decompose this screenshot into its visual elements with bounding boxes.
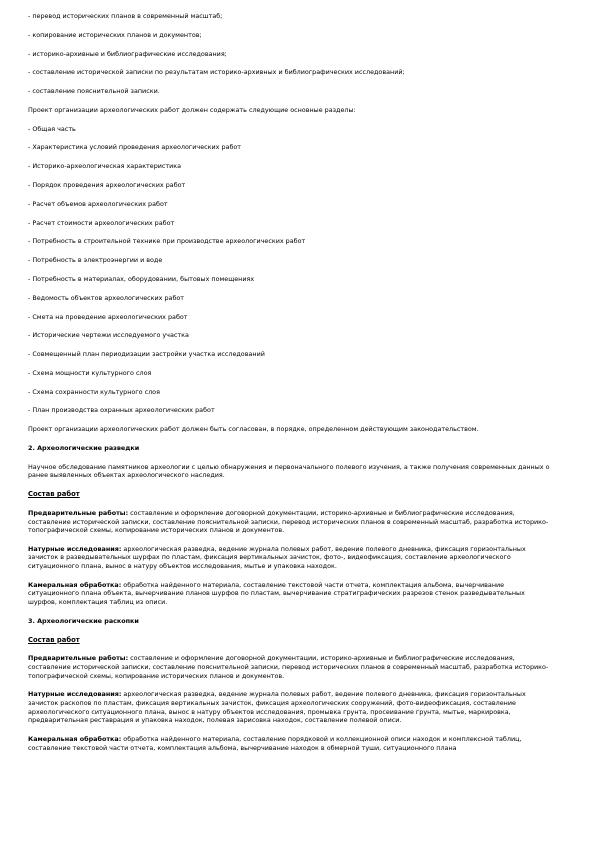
list-item: - Характеристика условий проведения археологических работ: [28, 143, 242, 152]
list-item: - Смета на проведение археологических работ: [28, 312, 188, 321]
label-preliminary: Предварительные работы:: [28, 508, 129, 517]
project-agreement: Проект организации археологических работ должен быть согласован, в порядке, определенном действующим законодательством.: [28, 425, 479, 434]
list-item: - Схема мощности культурного слоя: [28, 368, 152, 377]
text-preliminary: составление и оформление договорной документации, историко-архивные и библиографические исследования, составление исторической записки, составление пояснительной записки, перевод исторических планов в современный масштаб, разработка историко-топографической схемы, копирование исторических планов и документов.: [28, 654, 549, 680]
label-field: Натурные исследования:: [28, 544, 122, 553]
paragraph-preliminary: [28, 509, 555, 535]
list-item: - Историко-археологическая характеристика: [28, 162, 182, 171]
list-item: - Совмещенный план периодизации застройки участка исследований: [28, 350, 265, 359]
list-item: - Ведомость объектов археологических работ: [28, 293, 185, 302]
text-desk: обработка найденного материала, составление порядковой и коллекционной описи находок и комплексной таблиц, составление текстовой части отчета, комплектация альбома, вычерчивание находок в обмерной туши, ситуационного плана: [28, 734, 522, 752]
list-item: - Общая часть: [28, 124, 76, 133]
list-item: - План производства охранных археологических работ: [28, 406, 215, 415]
list-item: - Исторические чертежи исследуемого участка: [28, 331, 189, 340]
paragraph-desk: [28, 581, 555, 607]
list-item: - историко-архивные и библиографические исследования;: [28, 49, 227, 58]
composition-heading: Состав работ: [28, 490, 80, 499]
text-desk: обработка найденного материала, составление текстовой части отчета, комплектация альбома, вычерчивание ситуационного плана объекта, вычерчивание планов шурфов по пластам, вычерчивание стратиграфических разрезов стенок разведывательных шурфов, комплектация таблиц из описи.: [28, 580, 525, 607]
paragraph-preliminary: [28, 654, 555, 680]
label-desk: Камеральная обработка:: [28, 734, 122, 743]
project-sections-list: [28, 125, 555, 415]
label-desk: Камеральная обработка:: [28, 580, 122, 589]
list-item: - перевод исторических планов в современный масштаб;: [28, 12, 223, 20]
paragraph-field: [28, 690, 555, 724]
list-item: - составление пояснительной записки.: [28, 87, 160, 96]
list-item: - копирование исторических планов и документов;: [28, 30, 202, 39]
text-field: археологическая разведка, ведение журнала полевых работ, ведение полевого дневника, фиксация горизонтальных зачисток раскопов по пластам, фиксация вертикальных зачисток, фиксация археологических сооружений, фото-видеофиксация, составление археологического ситуационного плана, вынос в натуру объектов исследования, промывка грунта, просеивание грунта, мытье, маркировка, предварительная реставрация и упаковка находок, полевая зарисовка находок, составление полевой описи.: [28, 690, 526, 725]
section-title: 2. Археологические разведки: [28, 443, 140, 452]
top-list: [28, 12, 555, 96]
text-preliminary: составление и оформление договорной документации, историко-архивные и библиографические исследования, составление исторической записки, составление пояснительной записки, перевод исторических планов в современный масштаб, разработка историко-топографической схемы, копирование исторических планов и документов.: [28, 508, 549, 535]
list-item: - Расчет объемов археологических работ: [28, 199, 168, 208]
composition-heading: Состав работ: [28, 635, 80, 644]
paragraph-desk: [28, 735, 555, 752]
list-item: - Схема сохранности культурного слоя: [28, 387, 160, 396]
project-intro: Проект организации археологических работ должен содержать следующие основные разделы:: [28, 105, 356, 114]
section-intro: Научное обследование памятников археологии с целью обнаружения и первоначального полевого изучения, а также получения современных данных о ранее выявленных объектах археологического наследия.: [28, 462, 550, 480]
list-item: - Порядок проведения археологических работ: [28, 181, 186, 190]
section-title: 3. Археологические раскопки: [28, 616, 139, 625]
text-field: археологическая разведка, ведение журнала полевых работ, ведение полевого дневника, фиксация горизонтальных зачисток в разведывательных шурфах по пластам, фиксация вертикальных зачисток, фото-, видеофиксация, составление археологического ситуационного плана, вынос в натуру объектов исследования, мытье и упаковка находок.: [28, 544, 526, 571]
list-item: - Расчет стоимости археологических работ: [28, 218, 175, 227]
list-item: - Потребность в материалах, оборудовании, бытовых помещениях: [28, 274, 255, 283]
label-field: Натурные исследования:: [28, 690, 122, 699]
list-item: - составление исторической записки по результатам историко-архивных и библиографических исследований;: [28, 68, 405, 77]
label-preliminary: Предварительные работы:: [28, 654, 129, 663]
list-item: - Потребность в электроэнергии и воде: [28, 256, 163, 265]
list-item: - Потребность в строительной технике при производстве археологических работ: [28, 237, 306, 246]
paragraph-field: [28, 545, 555, 571]
